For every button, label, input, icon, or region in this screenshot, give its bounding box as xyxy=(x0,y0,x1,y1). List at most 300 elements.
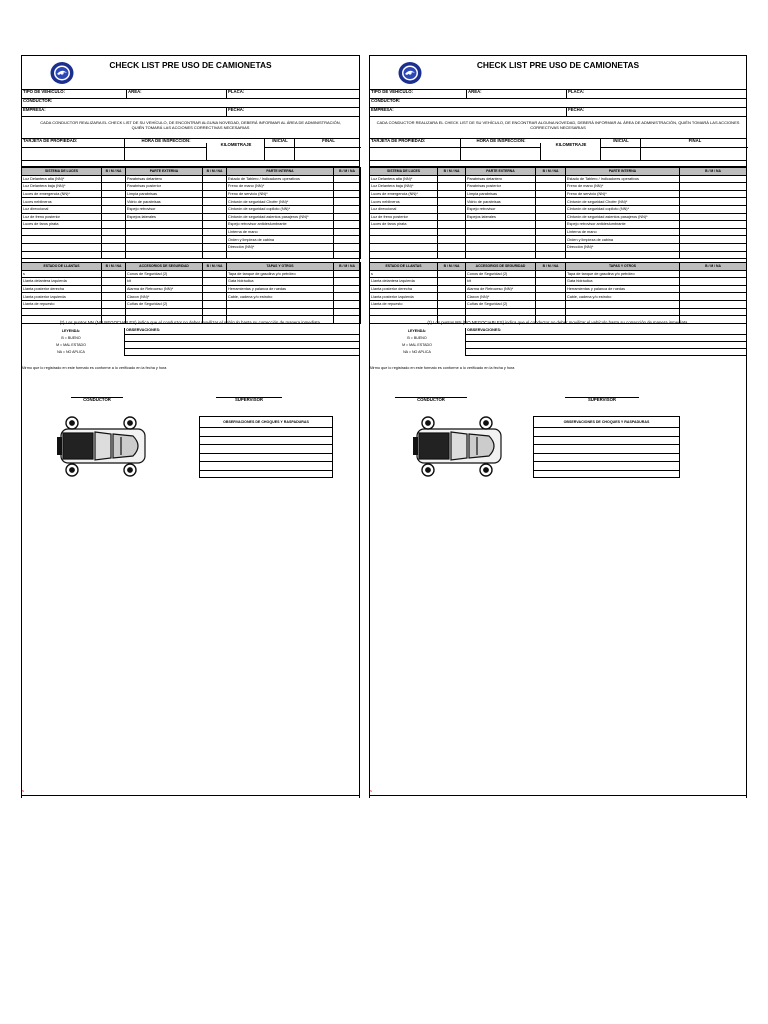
empty-cell xyxy=(566,251,680,259)
check-cell[interactable] xyxy=(438,236,466,244)
check-cell[interactable] xyxy=(334,270,361,278)
check-cell[interactable] xyxy=(203,236,227,244)
accesorios-item: Alarma de Retroceso (NN)* xyxy=(126,285,203,293)
luces-item xyxy=(370,243,438,251)
luces-item: Luz Delantera alta (NN)* xyxy=(22,175,102,183)
check-cell[interactable] xyxy=(680,278,747,286)
table-row xyxy=(370,270,680,278)
table-row xyxy=(680,175,747,183)
check-cell[interactable] xyxy=(334,213,361,221)
check-cell[interactable] xyxy=(680,293,747,301)
table-row xyxy=(680,285,747,293)
empresa-label: EMPRESA: xyxy=(23,108,46,112)
form-title: CHECK LIST PRE USO DE CAMIONETAS xyxy=(109,60,272,70)
vehicle-diagram-icon xyxy=(407,415,511,478)
frame-bottom xyxy=(21,782,360,796)
check-cell[interactable] xyxy=(203,175,227,183)
table-row xyxy=(680,190,747,198)
check-cell[interactable] xyxy=(203,300,227,308)
estado-llantas-header: ESTADO DE LLANTAS xyxy=(370,263,438,271)
tapas-item: Tapa de tanque de gasolina y/o petróleo xyxy=(227,270,334,278)
tipo-vehiculo-label: TIPO DE VEHÍCULO: xyxy=(23,90,66,94)
table-row xyxy=(680,270,747,278)
check-cell[interactable] xyxy=(536,228,566,236)
check-cell[interactable] xyxy=(102,278,126,286)
choques-title: OBSERVACIONES DE CHOQUES Y RASPADURAS xyxy=(200,417,332,428)
check-cell[interactable] xyxy=(536,300,566,308)
empty-cell xyxy=(680,308,747,316)
empty-cell xyxy=(126,308,203,316)
check-cell[interactable] xyxy=(536,205,566,213)
form-header xyxy=(21,55,360,90)
llantas-item: Llanta delantera izquierda xyxy=(370,278,438,286)
table-row xyxy=(370,285,680,293)
check-cell[interactable] xyxy=(536,183,566,191)
affirm-text: Afirmo que lo registrado en este formato es conforme a lo verificado en la fecha y hora xyxy=(369,366,515,370)
choques-box[interactable] xyxy=(199,416,333,478)
interna-item: Cinturón de seguridad Chofer (NN)* xyxy=(227,198,334,206)
check-cell[interactable] xyxy=(680,198,747,206)
table-row xyxy=(370,236,680,244)
table-row xyxy=(680,198,747,206)
check-cell[interactable] xyxy=(438,243,466,251)
checklist-form-right xyxy=(369,55,747,798)
interna-item: Espejo retrovisor antideslumbrante xyxy=(566,221,680,229)
check-cell[interactable] xyxy=(334,300,361,308)
tarjeta-value xyxy=(22,147,124,160)
tapas-item xyxy=(227,300,334,308)
table-row xyxy=(680,293,747,301)
luces-table xyxy=(21,167,361,259)
kilometraje-label: KILOMETRAJE xyxy=(540,143,600,147)
fecha-label: FECHA: xyxy=(226,108,361,116)
accesorios-item: Cuñas de Seguridad (2) xyxy=(466,300,536,308)
check-cell[interactable] xyxy=(438,278,466,286)
frame-bottom xyxy=(369,782,747,796)
check-cell[interactable] xyxy=(536,198,566,206)
check-cell[interactable] xyxy=(102,183,126,191)
luces-item xyxy=(22,236,102,244)
check-cell[interactable] xyxy=(334,285,361,293)
choques-line xyxy=(200,437,332,446)
luces-item: Luz direccional xyxy=(370,205,438,213)
check-cell[interactable] xyxy=(334,278,361,286)
check-cell[interactable] xyxy=(203,213,227,221)
llantas-item: Llanta delantera izquierda xyxy=(22,278,102,286)
leyenda-na: NA = NO APLICA xyxy=(57,350,85,354)
check-cell[interactable] xyxy=(536,221,566,229)
externa-item: Vidrio de parabrisas xyxy=(126,198,203,206)
check-cell[interactable] xyxy=(334,175,361,183)
check-cell[interactable] xyxy=(438,190,466,198)
check-cell[interactable] xyxy=(102,293,126,301)
interna-item: Espejo retrovisor antideslumbrante xyxy=(227,221,334,229)
tapas-item: Herramientas y palanca de ruedas xyxy=(566,285,680,293)
check-cell[interactable] xyxy=(680,228,747,236)
supervisor-signature[interactable] xyxy=(216,397,282,403)
check-cell[interactable] xyxy=(102,205,126,213)
table-row xyxy=(680,308,747,316)
check-cell[interactable] xyxy=(536,190,566,198)
check-cell[interactable] xyxy=(536,243,566,251)
inicial-value xyxy=(600,147,640,160)
table-row xyxy=(370,278,680,286)
frame-left-edge xyxy=(21,90,22,798)
conductor-label: CONDUCTOR: xyxy=(371,99,401,103)
inicial-label: INICIAL xyxy=(264,139,294,147)
tarjeta-label: TARJETA DE PROPIEDAD: xyxy=(371,139,426,143)
luces-item: Luz Delantera alta (NN)* xyxy=(370,175,438,183)
tipo-vehiculo-label: TIPO DE VEHÍCULO: xyxy=(371,90,414,94)
check-cell[interactable] xyxy=(102,285,126,293)
final-value xyxy=(640,147,748,160)
check-cell[interactable] xyxy=(334,190,361,198)
externa-item: Vidrio de parabrisas xyxy=(466,198,536,206)
leyenda-title: LEYENDA: xyxy=(61,329,81,333)
table-row xyxy=(680,243,747,251)
check-cell[interactable] xyxy=(203,293,227,301)
accesorios-header: ACCESORIOS DE SEGURIDAD xyxy=(466,263,536,271)
check-cell[interactable] xyxy=(203,228,227,236)
choques-line xyxy=(534,437,679,446)
llantas-item: Llanta de repuesto xyxy=(22,300,102,308)
table-row xyxy=(680,228,747,236)
parte-externa-header: PARTE EXTERNA xyxy=(466,168,536,176)
parte-interna-header: PARTE INTERNA xyxy=(566,168,680,176)
observaciones-box[interactable] xyxy=(465,328,747,356)
luces-item xyxy=(22,243,102,251)
kilometraje-label: KILOMETRAJE xyxy=(206,143,264,147)
area-label: ÁREA: xyxy=(126,90,226,98)
frame-right-edge xyxy=(359,90,360,798)
luces-bmna-column xyxy=(679,167,747,259)
notice-text: CADA CONDUCTOR REALIZARA EL CHECK LIST DE SU VEHÍCULO, DE ENCONTRAR ALGUNA NOVEDAD, DEBERÁ INFORMAR AL ÁREA DE ADMINISTRACIÓN, QUIÉN TOMARÁ LAS ACCIONES CORRECTIVAS NECESARIAS xyxy=(376,120,740,130)
bmna-header: B / M / NA xyxy=(680,263,747,271)
check-cell[interactable] xyxy=(438,228,466,236)
externa-item: Espejo retrovisor xyxy=(466,205,536,213)
llantas-item: Llanta posterior izquierda xyxy=(22,293,102,301)
form-title: CHECK LIST PRE USO DE CAMIONETAS xyxy=(476,60,640,70)
nn-note: (*) Los puntos NN (NO NEGOCIABLES) indica que el conductor no deber movilizar el vehículo hasta su corrección de manera inmediata. xyxy=(427,320,689,325)
table-row xyxy=(370,251,680,259)
luces-table xyxy=(369,167,680,259)
interna-item: Cinturón de seguridad copiloto (NN)* xyxy=(227,205,334,213)
externa-item xyxy=(466,221,536,229)
conductor-signature[interactable] xyxy=(71,397,123,403)
hora-label: HORA DE INSPECCIÓN: xyxy=(124,139,206,147)
luces-item: Luces de faros pirata xyxy=(22,221,102,229)
checklist-form-left xyxy=(21,55,360,798)
check-cell[interactable] xyxy=(536,285,566,293)
inicial-value xyxy=(264,147,294,160)
frame-left-edge xyxy=(369,90,370,798)
tapas-header: TAPAS Y OTROS xyxy=(227,263,334,271)
empty-cell xyxy=(203,308,227,316)
table-row xyxy=(22,175,361,183)
conductor-signature[interactable] xyxy=(395,397,467,403)
check-cell[interactable] xyxy=(536,293,566,301)
check-cell[interactable] xyxy=(203,270,227,278)
empty-cell xyxy=(566,308,680,316)
tapas-item xyxy=(566,300,680,308)
check-cell[interactable] xyxy=(334,221,361,229)
empty-cell xyxy=(438,251,466,259)
table-row xyxy=(22,205,361,213)
check-cell[interactable] xyxy=(438,213,466,221)
table-row xyxy=(370,308,680,316)
check-cell[interactable] xyxy=(438,198,466,206)
parte-externa-header: PARTE EXTERNA xyxy=(126,168,203,176)
interna-item: Cinturón de seguridad asientos pasajeros (NN)* xyxy=(566,213,680,221)
check-cell[interactable] xyxy=(102,243,126,251)
check-cell[interactable] xyxy=(438,300,466,308)
table-row xyxy=(22,183,361,191)
table-row xyxy=(370,205,680,213)
leyenda-na: NA = NO APLICA xyxy=(403,350,431,354)
check-cell[interactable] xyxy=(334,198,361,206)
check-cell[interactable] xyxy=(102,198,126,206)
check-cell[interactable] xyxy=(680,221,747,229)
externa-item: Limpia parabrisas xyxy=(126,190,203,198)
llantas-table xyxy=(369,262,680,324)
externa-item: Espejo retrovisor xyxy=(126,205,203,213)
estado-llantas-header: ESTADO DE LLANTAS xyxy=(22,263,102,271)
supervisor-sig-label: SUPERVISOR xyxy=(234,397,264,402)
table-header-row xyxy=(22,168,361,176)
check-cell[interactable] xyxy=(438,183,466,191)
table-row xyxy=(680,205,747,213)
check-cell[interactable] xyxy=(102,221,126,229)
llantas-item: Llanta posterior izquierda xyxy=(370,293,438,301)
tapas-item: Gata hidráulica xyxy=(566,278,680,286)
check-cell[interactable] xyxy=(102,213,126,221)
tapas-item: Gata hidráulica xyxy=(227,278,334,286)
empty-cell xyxy=(102,251,126,259)
check-cell[interactable] xyxy=(102,190,126,198)
luces-item: Luces de emergencia (NN)* xyxy=(370,190,438,198)
choques-box[interactable] xyxy=(533,416,680,478)
tarjeta-value xyxy=(370,147,460,160)
check-cell[interactable] xyxy=(102,236,126,244)
supervisor-signature[interactable] xyxy=(565,397,639,403)
obs-line xyxy=(466,341,747,342)
check-cell[interactable] xyxy=(334,183,361,191)
tapas-item: Cable, cadena y/o estrobo xyxy=(566,293,680,301)
externa-item xyxy=(126,221,203,229)
check-cell[interactable] xyxy=(334,243,361,251)
notice-text: CADA CONDUCTOR REALIZARA EL CHECK LIST DE SU VEHÍCULO, DE ENCONTRAR ALGUNA NOVEDAD, DEBERÁ INFORMAR AL ÁREA DE ADMINISTRACIÓN, QUIÉN TOMARÁ LAS ACCIONES CORRECTIVAS NECESARIAS xyxy=(40,120,341,130)
check-cell[interactable] xyxy=(102,270,126,278)
tapas-item: Herramientas y palanca de ruedas xyxy=(227,285,334,293)
accesorios-item: kit xyxy=(466,278,536,286)
table-row xyxy=(680,251,747,259)
frame-right-edge xyxy=(746,90,747,798)
check-cell[interactable] xyxy=(680,236,747,244)
bmna-header: B / M / NA xyxy=(203,168,227,176)
check-cell[interactable] xyxy=(680,243,747,251)
obs-line xyxy=(125,341,360,342)
check-cell[interactable] xyxy=(536,213,566,221)
empty-cell xyxy=(466,308,536,316)
obs-line xyxy=(125,334,360,335)
bmna-header: B / M / NA xyxy=(334,168,361,176)
check-cell[interactable] xyxy=(536,236,566,244)
check-cell[interactable] xyxy=(438,285,466,293)
externa-item xyxy=(126,228,203,236)
interna-item: Cinturón de seguridad asientos pasajeros (NN)* xyxy=(227,213,334,221)
conductor-sig-label: CONDUCTOR xyxy=(417,397,445,402)
check-cell[interactable] xyxy=(536,175,566,183)
llantas-item: Llanta de repuesto xyxy=(370,300,438,308)
bmna-header: B / M / NA xyxy=(334,263,361,271)
check-cell[interactable] xyxy=(438,270,466,278)
externa-item: Limpia parabrisas xyxy=(466,190,536,198)
check-cell[interactable] xyxy=(680,285,747,293)
table-row xyxy=(680,221,747,229)
empty-cell xyxy=(334,308,361,316)
obs-line xyxy=(125,348,360,349)
luces-item xyxy=(22,228,102,236)
check-cell[interactable] xyxy=(203,198,227,206)
check-cell[interactable] xyxy=(203,243,227,251)
check-cell[interactable] xyxy=(680,270,747,278)
check-cell[interactable] xyxy=(438,205,466,213)
table-row xyxy=(370,293,680,301)
conductor-sig-label: CONDUCTOR xyxy=(83,397,111,402)
luces-item: Luces de emergencia (NN)* xyxy=(22,190,102,198)
row-conductor xyxy=(21,99,360,108)
leyenda-bueno: B = BUENO xyxy=(407,336,427,340)
choques-line xyxy=(534,454,679,463)
leyenda-mal: M = MAL ESTADO xyxy=(56,343,86,347)
choques-line xyxy=(534,462,679,471)
observaciones-label: OBSERVACIONES: xyxy=(467,328,502,332)
choques-line xyxy=(200,471,332,479)
llantas-bmna-column xyxy=(679,262,747,324)
interna-item: Freno de mano (NN)* xyxy=(227,183,334,191)
check-cell[interactable] xyxy=(334,228,361,236)
check-cell[interactable] xyxy=(438,293,466,301)
table-row xyxy=(680,183,747,191)
sistema-luces-header: SISTEMA DE LUCES xyxy=(22,168,102,176)
hora-value xyxy=(124,147,206,160)
row-empresa xyxy=(369,108,747,117)
observaciones-box[interactable] xyxy=(124,328,360,356)
check-cell[interactable] xyxy=(680,213,747,221)
check-cell[interactable] xyxy=(203,221,227,229)
check-cell[interactable] xyxy=(203,205,227,213)
check-cell[interactable] xyxy=(680,205,747,213)
accesorios-item: Alarma de Retroceso (NN)* xyxy=(466,285,536,293)
bmna-header: B / M / NA xyxy=(536,168,566,176)
check-cell[interactable] xyxy=(334,205,361,213)
choques-line xyxy=(200,428,332,437)
empty-cell xyxy=(536,308,566,316)
table-row xyxy=(370,228,680,236)
empty-cell xyxy=(203,251,227,259)
table-row xyxy=(22,213,361,221)
obs-line xyxy=(466,355,747,356)
luces-item: Luces neblineros xyxy=(22,198,102,206)
check-cell[interactable] xyxy=(536,270,566,278)
luces-item: Luz de freno posterior xyxy=(370,213,438,221)
nn-note: (*) Los puntos NN (NO NEGOCIABLES) indica que el conductor no deber movilizar el vehículo hasta su corrección de manera inmediata. xyxy=(59,320,322,325)
interna-item: Orden y limpieza de cabina xyxy=(566,236,680,244)
obs-line xyxy=(125,355,360,356)
empty-cell xyxy=(466,251,536,259)
row-vehiculo xyxy=(369,90,747,99)
llantas-item: Llanta posterior derecha xyxy=(22,285,102,293)
table-row xyxy=(680,278,747,286)
check-cell[interactable] xyxy=(680,175,747,183)
choques-line xyxy=(534,428,679,437)
empty-cell xyxy=(536,251,566,259)
obs-line xyxy=(466,334,747,335)
luces-item xyxy=(370,236,438,244)
choques-line xyxy=(534,445,679,454)
check-cell[interactable] xyxy=(536,278,566,286)
choques-line xyxy=(534,471,679,479)
llantas-item: s xyxy=(370,270,438,278)
check-cell[interactable] xyxy=(438,175,466,183)
row-tarjeta xyxy=(21,139,360,147)
check-cell[interactable] xyxy=(203,190,227,198)
check-cell[interactable] xyxy=(438,221,466,229)
check-cell[interactable] xyxy=(203,278,227,286)
empty-cell xyxy=(680,251,747,259)
check-cell[interactable] xyxy=(203,285,227,293)
table-row xyxy=(370,213,680,221)
tapas-header: TAPAS Y OTROS xyxy=(566,263,680,271)
interna-item: Freno de servicio (NN)* xyxy=(566,190,680,198)
choques-line xyxy=(200,454,332,463)
area-label: ÁREA: xyxy=(466,90,566,98)
check-cell[interactable] xyxy=(203,183,227,191)
row-notice xyxy=(21,117,360,139)
row-tarjeta-values xyxy=(21,147,360,161)
kilometraje-value xyxy=(206,147,264,160)
observaciones-label: OBSERVACIONES: xyxy=(126,328,161,332)
row-conductor xyxy=(369,99,747,108)
final-label: FINAL xyxy=(294,139,361,147)
hora-value xyxy=(460,147,540,160)
hora-label: HORA DE INSPECCIÓN: xyxy=(460,139,540,147)
accesorios-item: Conos de Seguridad (2) xyxy=(466,270,536,278)
check-cell[interactable] xyxy=(334,236,361,244)
accesorios-item: kit xyxy=(126,278,203,286)
check-cell[interactable] xyxy=(102,228,126,236)
fecha-label: FECHA: xyxy=(566,108,748,116)
parte-interna-header: PARTE INTERNA xyxy=(227,168,334,176)
check-cell[interactable] xyxy=(680,183,747,191)
footer-mark: s xyxy=(22,788,24,793)
luces-item: Luz direccional xyxy=(22,205,102,213)
vehicle-diagram-icon xyxy=(51,415,155,478)
check-cell[interactable] xyxy=(680,190,747,198)
leyenda-mal: M = MAL ESTADO xyxy=(402,343,432,347)
check-cell[interactable] xyxy=(334,293,361,301)
leyenda-title: LEYENDA: xyxy=(407,329,427,333)
check-cell[interactable] xyxy=(102,300,126,308)
empty-cell xyxy=(227,308,334,316)
check-cell[interactable] xyxy=(680,300,747,308)
table-row xyxy=(370,198,680,206)
row-tarjeta-values xyxy=(369,147,747,161)
empty-cell xyxy=(370,251,438,259)
check-cell[interactable] xyxy=(102,175,126,183)
luces-item xyxy=(370,228,438,236)
table-row xyxy=(22,285,361,293)
